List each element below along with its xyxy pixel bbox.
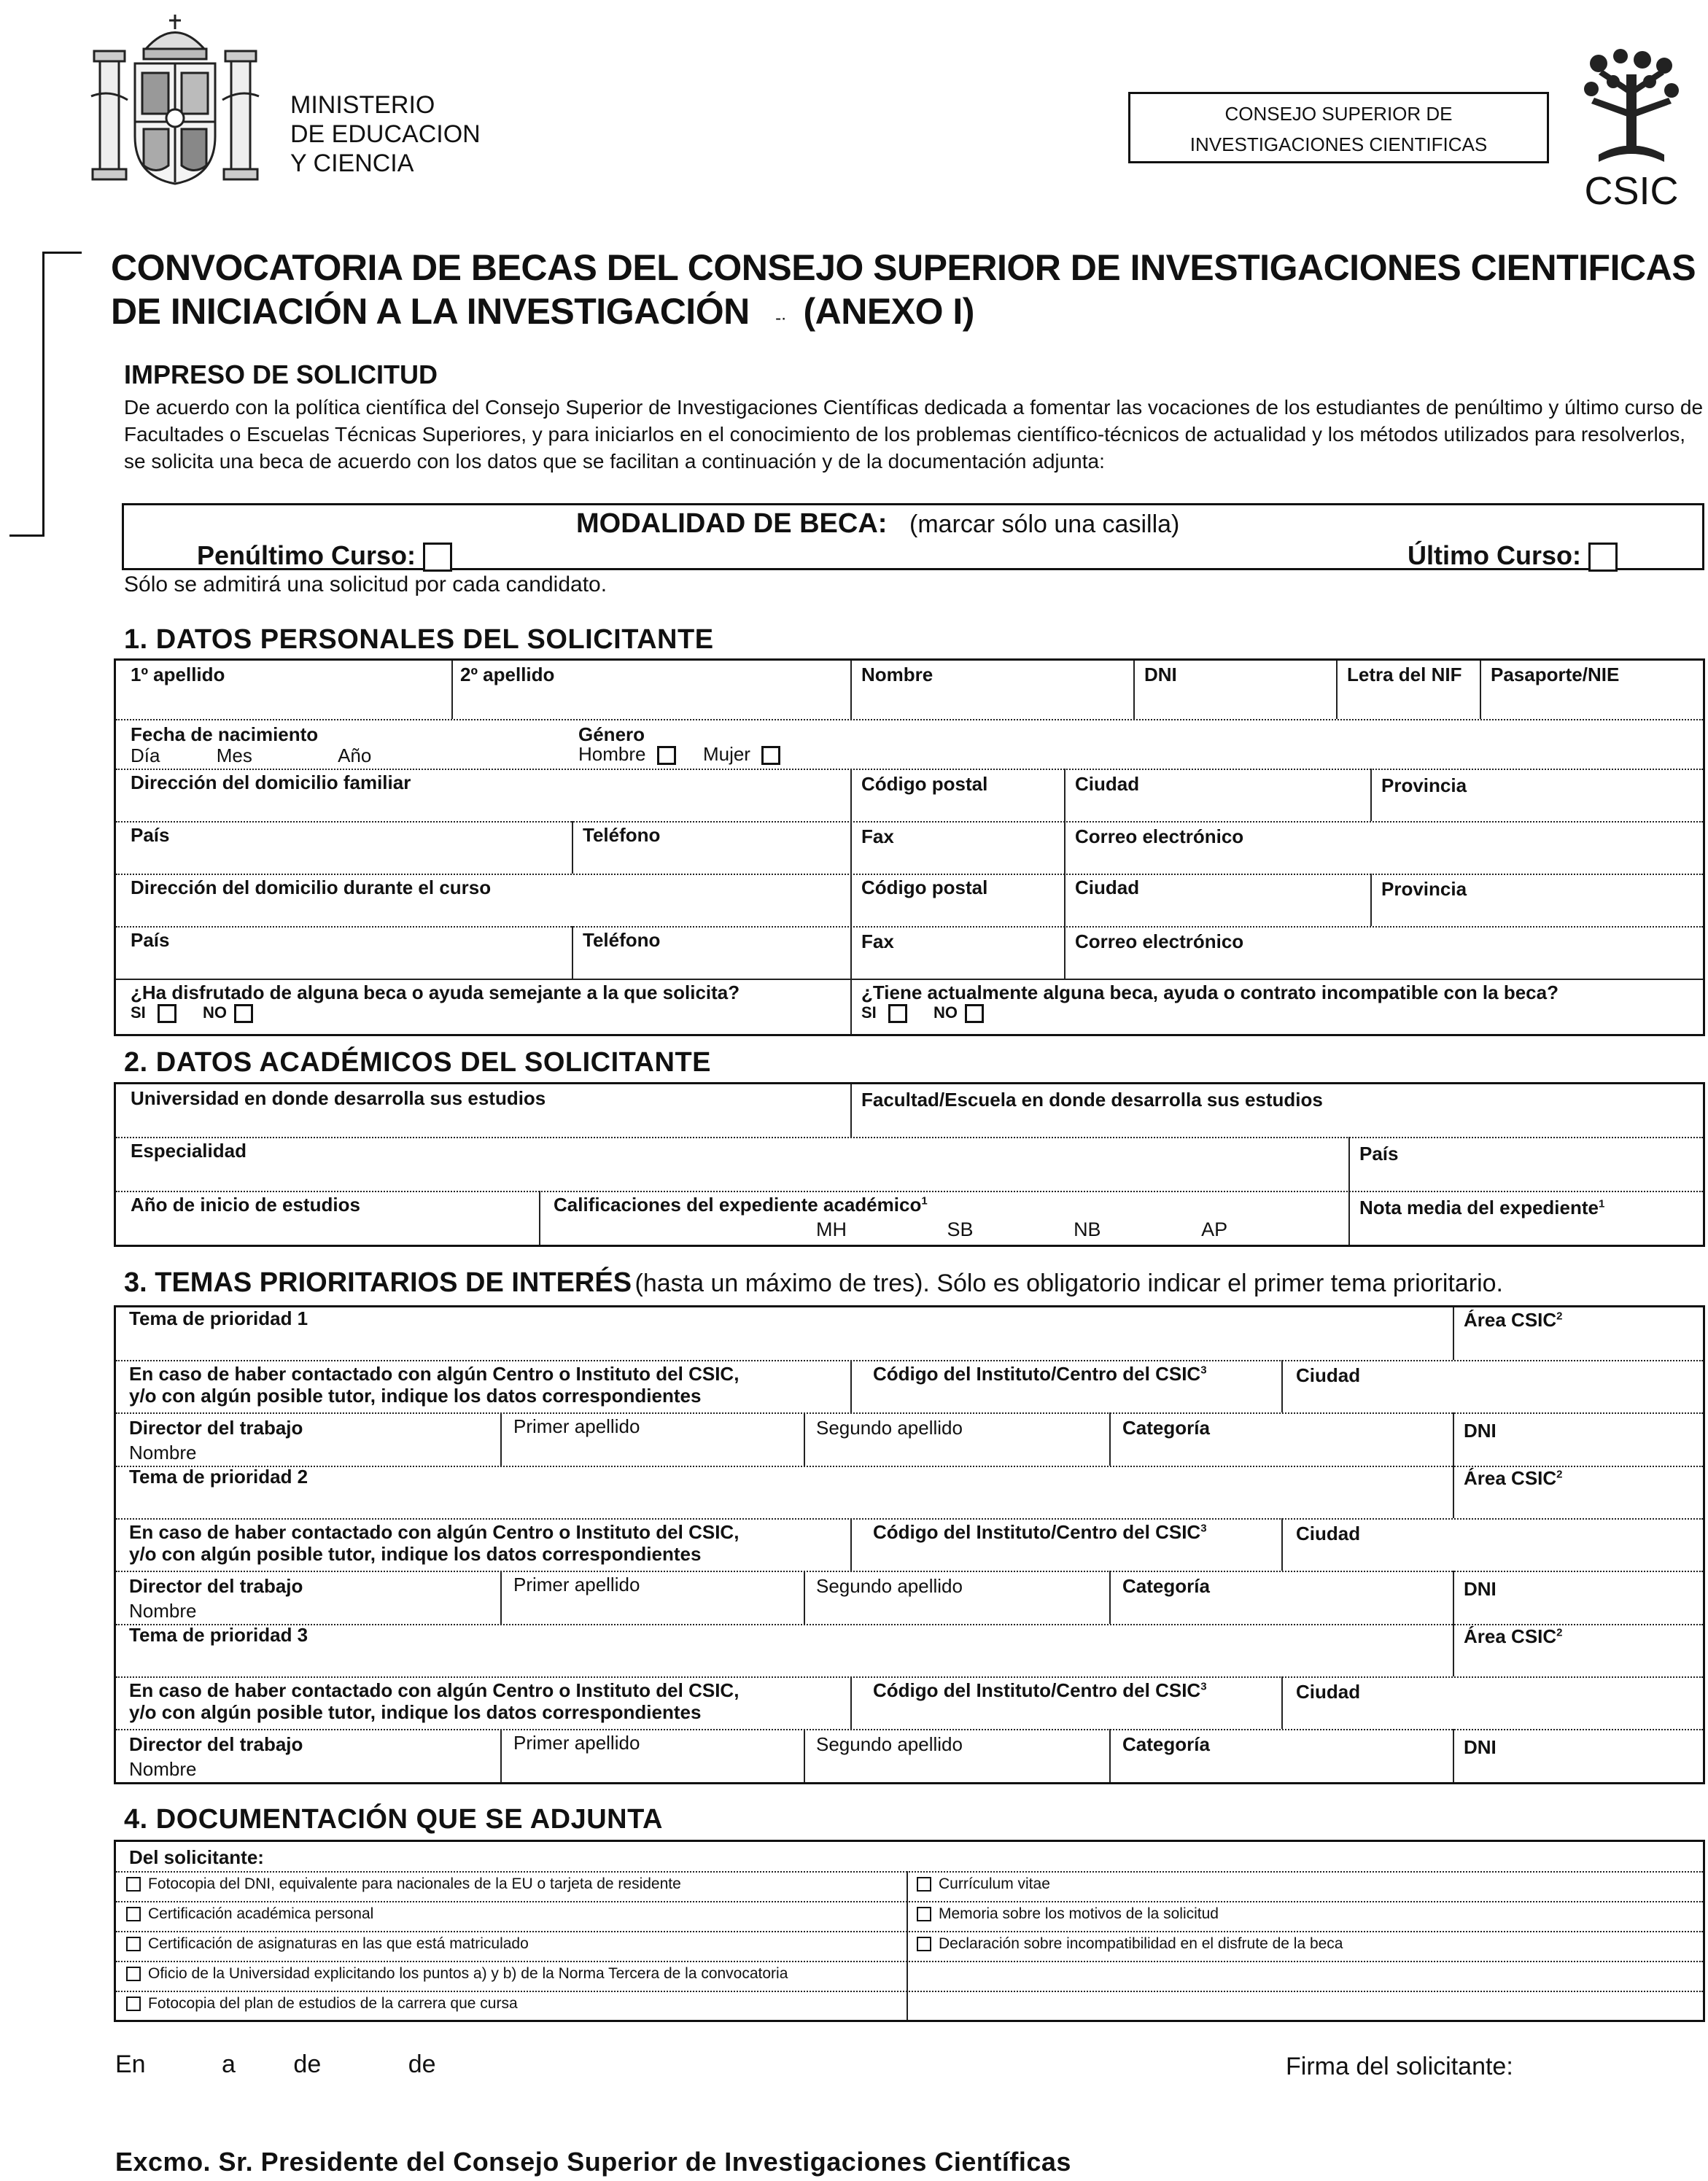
section-3-title [124,1267,1503,1299]
primer-apellido-field[interactable]: Primer apellido [513,1732,640,1754]
doc-checkbox[interactable] [126,1997,141,2011]
director-label: Director del trabajo [129,1417,303,1439]
academic-data-table [114,1082,1705,1247]
especialidad-field[interactable]: Especialidad [131,1140,247,1162]
ciudad-instituto-field[interactable]: Ciudad [1296,1364,1361,1386]
dir-familiar-field[interactable]: Dirección del domicilio familiar [131,771,411,793]
correo-curso-field[interactable]: Correo electrónico [1075,930,1244,952]
footnote-1: 1 [1598,1197,1605,1210]
ciudad-instituto-field[interactable]: Ciudad [1296,1523,1361,1544]
section-2-title: 2. DATOS ACADÉMICOS DEL SOLICITANTE [124,1047,711,1078]
director-nombre-label: Nombre [129,1442,197,1463]
tema-field[interactable]: Tema de prioridad 3 [129,1624,308,1646]
doc-item[interactable] [126,1905,373,1923]
si-label: SI [861,1003,877,1022]
doc-checkbox[interactable] [126,1907,141,1921]
doc-checkbox[interactable] [917,1937,931,1951]
pasaporte-field[interactable]: Pasaporte/NIE [1491,664,1620,685]
council-line: INVESTIGACIONES CIENTIFICAS [1189,133,1488,155]
penultimo-checkbox[interactable] [423,543,452,572]
footnote-3: 3 [1200,1680,1207,1693]
codigo-instituto-field[interactable] [866,1676,1214,1705]
incompatible-si-checkbox[interactable] [888,1004,907,1023]
doc-item[interactable] [917,1935,1343,1953]
letra-nif-field[interactable]: Letra del NIF [1347,664,1462,685]
director-nombre-label: Nombre [129,1758,197,1780]
doc-item[interactable] [917,1905,1219,1923]
doc-checkbox[interactable] [917,1877,931,1892]
ultimo-label: Último Curso: [1408,540,1581,570]
footnote-3: 3 [1200,1364,1207,1377]
footnote-2: 2 [1556,1468,1563,1481]
modalidad-note: Sólo se admitirá una solicitud por cada candidato. [124,572,607,596]
topic-block [116,1307,1703,1466]
codigo-instituto-field[interactable] [866,1518,1214,1547]
universidad-field[interactable]: Universidad en donde desarrolla sus estudios [131,1087,546,1109]
categoria-field[interactable]: Categoría [1122,1575,1210,1597]
section-3-subtitle: (hasta un máximo de tres). Sólo es obligatorio indicar el primer tema prioritario. [634,1270,1503,1297]
section-1-title: 1. DATOS PERSONALES DEL SOLICITANTE [124,624,714,655]
dia-label: Día [131,745,160,766]
nombre-field[interactable]: Nombre [861,664,933,685]
doc-item[interactable] [917,1875,1050,1893]
fecha-parts[interactable] [131,745,371,767]
grade-ap: AP [1201,1218,1228,1240]
primer-apellido-field[interactable]: Primer apellido [513,1415,640,1437]
contacto-line: y/o con algún posible tutor, indique los datos correspondientes [129,1385,702,1407]
contacto-note [122,1518,746,1568]
director-label: Director del trabajo [129,1733,303,1755]
dni-field[interactable]: DNI [1144,664,1177,685]
fax-familiar-field[interactable]: Fax [861,825,894,847]
director-field[interactable] [122,1571,310,1626]
director-field[interactable] [122,1412,310,1468]
area-csic-field[interactable] [1456,1306,1570,1334]
personal-data-table [114,658,1705,1036]
place-date-line[interactable] [115,2050,436,2079]
doc-checkbox[interactable] [126,1967,141,1981]
fecha-nacimiento-label: Fecha de nacimiento [131,723,319,745]
nota-media-label: Nota media del expediente [1359,1197,1599,1218]
ultimo-checkbox[interactable] [1588,543,1618,572]
cp-familiar-field[interactable]: Código postal [861,773,988,795]
left-bracket [42,252,82,534]
incompatible-no-checkbox[interactable] [965,1004,984,1023]
calificaciones-field[interactable] [546,1191,935,1219]
council-name-box [1128,92,1549,163]
cp-curso-field[interactable]: Código postal [861,876,988,898]
director-label: Director del trabajo [129,1575,303,1597]
tema-field[interactable]: Tema de prioridad 1 [129,1307,308,1329]
doc-label: Certificación de asignaturas en las que está matriculado [148,1935,529,1952]
footnote-2: 2 [1556,1310,1563,1323]
modalidad-title [576,508,1179,540]
apellido2-field[interactable]: 2º apellido [460,664,555,685]
area-csic-field[interactable] [1456,1622,1570,1651]
codigo-instituto-field[interactable] [866,1360,1214,1388]
doc-label: Certificación académica personal [148,1905,374,1922]
ministry-line: DE EDUCACION [290,120,481,148]
area-csic-label: Área CSIC [1464,1309,1557,1331]
question-beca-previa: ¿Ha disfrutado de alguna beca o ayuda semejante a la que solicita? [131,981,740,1003]
dir-curso-field[interactable]: Dirección del domicilio durante el curso [131,876,492,898]
doc-checkbox[interactable] [917,1907,931,1921]
footnote-3: 3 [1200,1522,1207,1535]
si-label: SI [131,1003,146,1022]
doc-item[interactable] [126,1965,788,1983]
ciudad-familiar-field[interactable]: Ciudad [1075,773,1140,795]
provincia-familiar-field[interactable]: Provincia [1381,774,1467,796]
ministry-line: MINISTERIO [290,91,435,119]
codigo-instituto-label: Código del Instituto/Centro del CSIC [873,1521,1201,1543]
signature-label[interactable]: Firma del solicitante: [1286,2053,1513,2080]
apellido1-field[interactable]: 1º apellido [131,664,225,685]
spain-coat-of-arms [84,9,266,195]
doc-label: Currículum vitae [939,1875,1050,1892]
incompatible-options[interactable] [861,1003,984,1023]
director-dni-field[interactable]: DNI [1464,1736,1497,1758]
area-csic-label: Área CSIC [1464,1467,1557,1489]
anio-inicio-field[interactable]: Año de inicio de estudios [131,1194,360,1216]
title-annex: (ANEXO I) [803,291,974,332]
intro-paragraph: De acuerdo con la política científica del Consejo Superior de Investigaciones Científicas dedicada a fomentar las vocaciones de los estudiantes de penúltimo y último curso de Facultades o Escuelas Técnicas Superiores, y para iniciarlos en el conocimiento de los problemas científico-técnicos de actualidad y los métodos utilizados para resolverlos, se solicita una beca de acuerdo con los datos que se facilitan a continuación y de la documentación adjunta: [124,396,1704,473]
doc-item[interactable] [126,1875,681,1893]
contacto-line: En caso de haber contactado con algún Centro o Instituto del CSIC, [129,1679,740,1701]
section-4-title: 4. DOCUMENTACIÓN QUE SE ADJUNTA [124,1804,663,1835]
pais-curso-field[interactable]: País [131,929,170,951]
en-label: En [115,2050,146,2078]
ministry-name [290,90,481,178]
question-incompatible: ¿Tiene actualmente alguna beca, ayuda o contrato incompatible con la beca? [861,981,1558,1003]
categoria-field[interactable]: Categoría [1122,1733,1210,1755]
area-csic-label: Área CSIC [1464,1625,1557,1647]
segundo-apellido-field[interactable]: Segundo apellido [816,1417,963,1439]
doc-label: Fotocopia del plan de estudios de la carrera que cursa [148,1995,518,2012]
director-nombre-label: Nombre [129,1600,197,1622]
facultad-field[interactable]: Facultad/Escuela en donde desarrolla sus estudios [861,1089,1323,1111]
pais-academico-field[interactable]: País [1359,1143,1399,1165]
fax-curso-field[interactable]: Fax [861,930,894,952]
recipient: Excmo. Sr. Presidente del Consejo Superior de Investigaciones Científicas [115,2147,1071,2177]
mes-label: Mes [216,745,252,766]
hombre-checkbox[interactable] [657,746,676,765]
genero-label: Género [578,723,645,745]
segundo-apellido-field[interactable]: Segundo apellido [816,1575,963,1597]
documentation-table [114,1840,1705,2022]
provincia-curso-field[interactable]: Provincia [1381,878,1467,900]
csic-logo-text: CSIC [1584,169,1679,213]
contacto-line: y/o con algún posible tutor, indique los datos correspondientes [129,1701,702,1723]
codigo-instituto-label: Código del Instituto/Centro del CSIC [873,1363,1201,1385]
ministry-line: Y CIENCIA [290,149,414,177]
telefono-familiar-field[interactable]: Teléfono [583,824,661,846]
correo-familiar-field[interactable]: Correo electrónico [1075,825,1244,847]
de-label: de [408,2050,436,2078]
a-label: a [222,2050,236,2078]
contacto-note [122,1676,746,1726]
title-line-2 [111,289,1696,341]
beca-previa-options[interactable] [131,1003,253,1023]
director-field[interactable] [122,1729,310,1784]
beca-previa-si-checkbox[interactable] [158,1004,176,1023]
title-line-1: CONVOCATORIA DE BECAS DEL CONSEJO SUPERIOR DE INVESTIGACIONES CIENTIFICAS [111,247,1696,288]
doc-label: Declaración sobre incompatibilidad en el disfrute de la beca [939,1935,1343,1952]
no-label: NO [203,1003,228,1022]
pais-familiar-field[interactable]: País [131,824,170,846]
ciudad-instituto-field[interactable]: Ciudad [1296,1681,1361,1703]
nota-media-field[interactable] [1352,1194,1612,1222]
modalidad-box [122,503,1704,570]
categoria-field[interactable]: Categoría [1122,1417,1210,1439]
genero-options[interactable] [578,743,780,766]
topic-block [116,1624,1703,1782]
beca-previa-no-checkbox[interactable] [234,1004,253,1023]
doc-label: Oficio de la Universidad explicitando los puntos a) y b) de la Norma Tercera de la convocatoria [148,1965,788,1982]
modalidad-label: MODALIDAD DE BECA: [576,508,888,539]
form-heading: IMPRESO DE SOLICITUD [124,359,438,389]
council-line: CONSEJO SUPERIOR DE [1224,103,1453,125]
area-csic-field[interactable] [1456,1464,1570,1493]
ultimo-option[interactable] [1408,540,1618,572]
ciudad-curso-field[interactable]: Ciudad [1075,876,1140,898]
director-dni-field[interactable]: DNI [1464,1578,1497,1600]
penultimo-option[interactable] [197,540,452,572]
contacto-line: En caso de haber contactado con algún Centro o Instituto del CSIC, [129,1521,740,1543]
doc-checkbox[interactable] [126,1937,141,1951]
footnote-2: 2 [1556,1626,1563,1639]
title-main: DE INICIACIÓN A LA INVESTIGACIÓN [111,291,750,332]
codigo-instituto-label: Código del Instituto/Centro del CSIC [873,1679,1201,1701]
doc-item[interactable] [126,1935,529,1953]
contacto-line: y/o con algún posible tutor, indique los datos correspondientes [129,1543,702,1565]
grade-mh: MH [816,1218,847,1240]
title-dash: -· [775,308,787,328]
no-label: NO [933,1003,958,1022]
topic-block [116,1466,1703,1624]
grade-labels [816,1218,1227,1241]
contacto-note [122,1360,746,1410]
modalidad-hint: (marcar sólo una casilla) [909,510,1180,538]
anio-label: Año [338,745,372,766]
calificaciones-label: Calificaciones del expediente académico [554,1194,922,1216]
csic-logo [1577,45,1686,211]
penultimo-label: Penúltimo Curso: [197,540,416,570]
primer-apellido-field[interactable]: Primer apellido [513,1574,640,1595]
page-title [111,246,1696,341]
del-solicitante-label: Del solicitante: [129,1846,264,1868]
contacto-line: En caso de haber contactado con algún Centro o Instituto del CSIC, [129,1363,740,1385]
grade-sb: SB [947,1218,974,1240]
tema-field[interactable]: Tema de prioridad 2 [129,1466,308,1488]
telefono-curso-field[interactable]: Teléfono [583,929,661,951]
doc-label: Fotocopia del DNI, equivalente para nacionales de la EU o tarjeta de residente [148,1875,681,1892]
hombre-label: Hombre [578,743,646,765]
doc-item[interactable] [126,1995,518,2013]
director-dni-field[interactable]: DNI [1464,1420,1497,1442]
mujer-checkbox[interactable] [761,746,780,765]
section-3-heading: 3. TEMAS PRIORITARIOS DE INTERÉS [124,1267,632,1298]
doc-checkbox[interactable] [126,1877,141,1892]
segundo-apellido-field[interactable]: Segundo apellido [816,1733,963,1755]
footnote-1: 1 [921,1194,928,1208]
mujer-label: Mujer [702,743,750,765]
doc-label: Memoria sobre los motivos de la solicitud [939,1905,1219,1922]
de-label: de [293,2050,322,2078]
grade-nb: NB [1074,1218,1101,1240]
